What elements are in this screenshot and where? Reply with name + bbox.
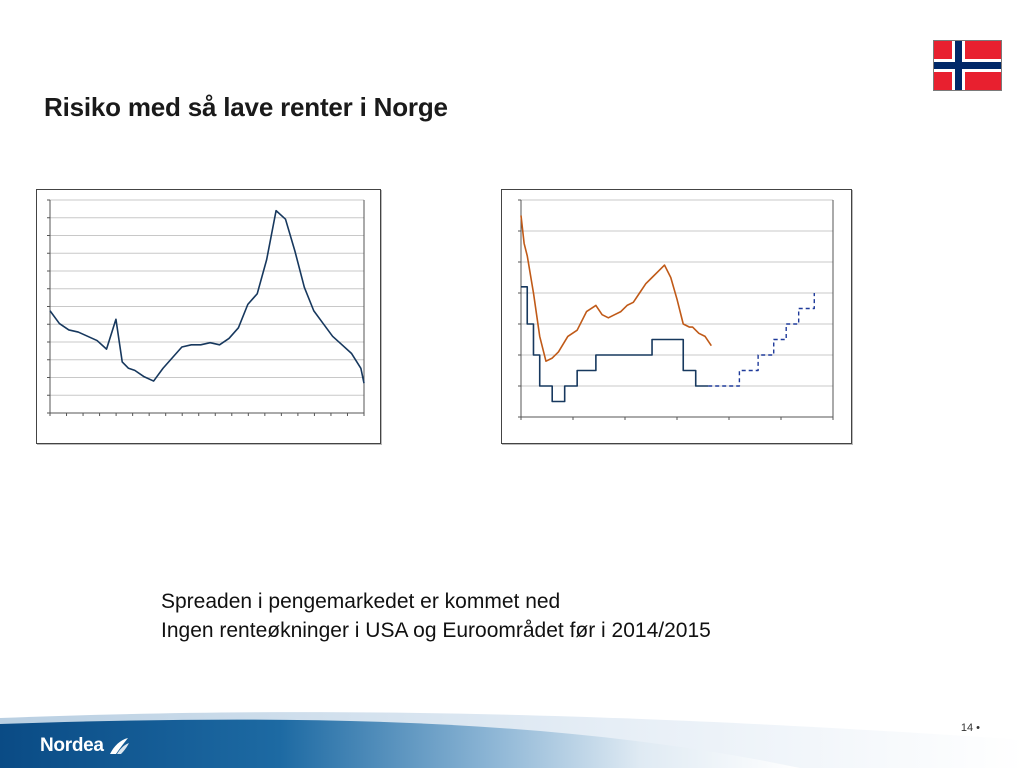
footer-wave [0, 700, 1024, 768]
nordea-logo [40, 733, 130, 759]
slide-title: Risiko med så lave renter i Norge [44, 92, 448, 122]
series-line-1 [521, 287, 708, 402]
norway-rate-chart [36, 189, 381, 444]
series-line-2 [708, 293, 814, 386]
nordea-sail-icon [108, 736, 130, 756]
policy-rate-chart [501, 189, 852, 444]
norway-rate-chart-plot [37, 190, 380, 443]
policy-rate-chart-plot [502, 190, 851, 443]
bullet-item: Spreaden i pengemarkedet er kommet ned [161, 590, 561, 613]
series-line-0 [50, 211, 364, 384]
logo-text: Nordea [40, 735, 104, 756]
page-number: 14 • [960, 722, 980, 734]
bullet-list [161, 587, 711, 645]
bullet-item: Ingen renteøkninger i USA og Euroområdet før i 2014/2015 [161, 619, 711, 642]
norway-flag-icon [933, 40, 1002, 91]
